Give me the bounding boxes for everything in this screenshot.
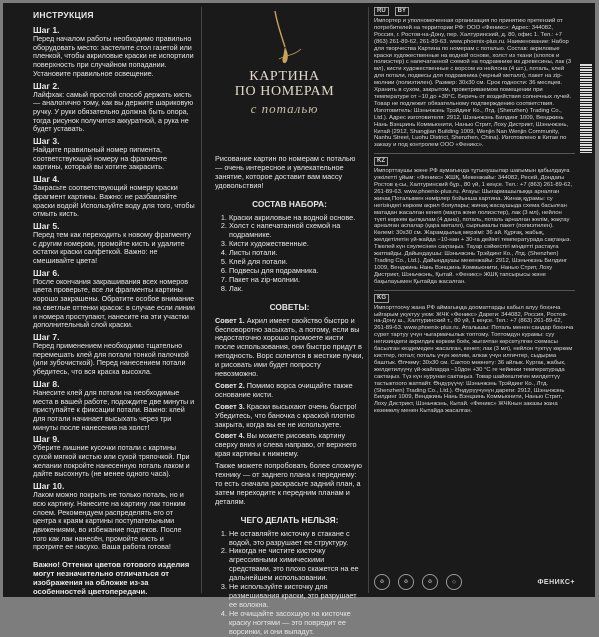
step-title: Шаг 8. (33, 378, 60, 389)
legal-body (374, 7, 575, 417)
kit-item: 2. Холст с напечатанной схемой на подрамнике. (229, 222, 364, 240)
instructions-heading: ИНСТРУКЦИЯ (33, 10, 94, 20)
recycle-icon: ♻ (422, 574, 438, 590)
warning-note: Важно! Оттенки цветов готового изделия могут незначительно отличаться от изображения на обложке из-за особенностей цветопередачи. (33, 560, 190, 597)
middle-body (215, 155, 364, 637)
step-title: Шаг 3. (33, 136, 60, 147)
recycle-icon: ♻ (398, 574, 414, 590)
brand-title-line1: КАРТИНА (249, 69, 320, 84)
step-title: Шаг 10. (33, 481, 65, 492)
recycle-icon: ♻ (374, 574, 390, 590)
dont-item: 1. Не оставляйте кисточку в стакане с водой, это разрушает ее структуру. (229, 530, 364, 548)
instructions-column (3, 3, 201, 597)
brush-icon (265, 9, 305, 67)
step-title: Шаг 7. (33, 331, 60, 342)
brand-title-line2: ПО НОМЕРАМ (234, 84, 335, 99)
step-title: Шаг 9. (33, 434, 60, 445)
tips-list (215, 317, 364, 460)
kit-item: 1. Краски акриловые на водной основе. (229, 214, 364, 223)
step-text: Лайфхак: самый простой способ держать кисть — аналогично тому, как вы держите шариковую ручку. У руки обязательно должна быть опора, тогда рисунок получится аккуратной, а рука не будет уставать. (33, 89, 194, 134)
step-title: Шаг 6. (33, 267, 60, 278)
tip-text: Помимо ворса очищайте также основание кисти. (215, 380, 353, 399)
tip-text: Акрил имеет свойство быстро и бесповоротно засыхать, а потому, если вы недостаточно хорошо промоете кисти после использования, они быстро придут в негодность. Ворс склеится в жесткие пучки, и рисовать ими будет попросту невозможно. (215, 315, 364, 379)
legal-text-kg: Импорттоочу жана РФ аймагында дооматтарды кабыл алуу боюнча ыйгарым укуктуу уюм: ЖЧК «Феникс» Дареги: 344082, Россия, Ростов-на-Дону ш., Халтуринский т., 80 үй, 1 кеңсе. Тел.: +7 (863) 261-89-62, 261-89-63. www.phoenix-plus.ru. Аталышы: Поталь менен сандар боюнча сүрөт тартуу үчүн чыгармачылык топтому. Топтомдун курамы: суу негизиндеги акрилдик көркөм боёк, жыгачтан көрсөтүлгөн схемасы басылган кездемеден жасалган, кенеп; лак (3 мл), нейлон түктүү көркөм кисттер, потал; поталь үчүн желим, алкак үчүн илгичтер, сыдырма баштык. Өлчөмү: 30х30 см. Сактоо мөөнөтү: 36 айлык. Кургак, жабык, желдетилүүчү үй-жайларда −10дон +30 °C ге чейинки температурада сактаңыз. Түз күн нурунан сактаңыз. Товар шайкештигин милдеттүү тастыктоого жатпайт. Өндүрүүчү: Шэньчжэнь Трэйдинг Ко., Лтд. (Shenzhen) Trading Co., Ltd.). Өндүрүүчүнүн дареги: 2912, Шэньчжэнь Билдинг 1009, Венджинь Нань Вэнцзинь Коммьюнити, Нанью Стрит, Лоху Дистрикт, Шэньчжэнь, Кытай. «Феникс» ЖЧКнын заказы жана көзөмөлү менен Кытайда жасалган. (374, 304, 574, 415)
product-leaflet (3, 3, 595, 636)
step-text: Лаком можно покрыть не только поталь, но и всю картину. Нанесите на картину лак тонким слоем. Рекомендуем распределять его от центра к краям картины поступательными движениями, во избежание подтеков. После того как лак нанесён, промойте кисть и протрите ее насухо. Ваша работа готова! (33, 490, 186, 552)
phoenix-logo: ФЕНИКС+ (537, 578, 575, 586)
dont-list (215, 530, 364, 637)
barcode-icon (580, 63, 592, 153)
kz-tag-row (374, 157, 575, 166)
tips-extra: Также можете попробовать более сложную технику — от заднего плана к переднему: то есть сначала раскрасьте задний план, а затем переходите к передним планам и деталям. (215, 461, 363, 506)
ru-by-tags (374, 7, 575, 16)
eac-mark-icon: ◇ (446, 574, 462, 590)
tips-heading: СОВЕТЫ: (269, 301, 310, 312)
legal-text-kz: Импорттаушы және РФ аумағында тұтынушылар шағымын қабылдауға уәкілетті ұйым: «Феникс» ЖШҚ, Мекенжайы: 344082, Ресей, Дондағы Ростов қ-сы, Халтуринский бұр., 80 үй, 1 кеңсе. Тел.: +7 (863) 261-89-62, 261-89-63. www.phoenix-plus.ru. Атауы: Шығармашылыққа арналған жинақ Поталымен нөмірлер бойынша картина. Жинақ құрамы: су негізіндегі көркем акрил бояулары; жинақ жасаушыда схема басылған матадан жасалған кенеп (мақта және полиэстер), лак (3 мл), нейлон түкті көркем қылқалам (4 дана), поталь, поталь арналған желім, жақтау арналған аспалар (қара металл), сырғымалы пакет (полиэтилен). Көлемі: 30х30 см. Жарамдылық мерзімі: 36 ай. Құрғақ, жабық, желдетілетін үй-жайда −10-нан + 30-ға дейінгі температурада сақтаңыз. Тікелей күн сәулесінен сақтаңыз. Тауар сәйкестігі міндетті растауға жатпайды. Дайындаушы: Шэньчжэнь Трэйдинг Ко., Лтд. (Shenzhen) Trading Co., Ltd.). Дайындаушы мекенжайы: 2912, Шэньчжэнь Билдинг 1009, Венджинь Нань Вэнцзинь Коммьюнити, Нанью Стрит, Лоху Дистрикт, Шэньчжэнь, Қытай. «Феникс» ЖШҚ тапсырысы және бақылауымен Қытайда жасалған. (374, 168, 573, 285)
tip-title: Совет 2. (215, 380, 245, 390)
tip-title: Совет 1. (215, 315, 245, 325)
step-title: Шаг 5. (33, 220, 60, 231)
step-text: После окончания закрашивания всех номеров цвета проверьте, все ли фрагменты картины хорошо закрашены. Обратите особое внимание на светлые оттенки красок: в случае если линии и номера проступают, нанесите на эти участки дополнительный слой краски. (33, 276, 195, 330)
step-text: Уберите лишние кусочки потали с картины сухой мягкой кистью или сухой тряпочкой. При желании покройте нанесенную поталь лаком и дайте высохнуть (не менее одного часа). (33, 443, 190, 479)
dont-item: 3. Не используйте кисточку для размешивания краски, это разрушает ее волокна. (229, 583, 364, 610)
step-text: Перед тем как переходить к новому фрагменту с другим номером, промойте кисть и удалите остатки краски салфеткой. Важно: не смешивайте цвета! (33, 229, 191, 266)
instructions-steps (33, 23, 195, 596)
step-title: Шаг 1. (33, 25, 60, 35)
step-text: Закрасьте соответствующий номеру краски фрагмент картины. Важно: не разбавляйте краски водой! Используйте воду для того, чтобы отмыть кисть. (33, 183, 195, 219)
step-text: Нанесите клей для потали на необходимые места в вашей работе, подождите две минуты и приступайте к фиксации потали. Важно: клей для потали начинает высыхать через три минуты после нанесения на холст! (33, 387, 195, 432)
dont-heading: ЧЕГО ДЕЛАТЬ НЕЛЬЗЯ: (240, 514, 339, 525)
step-text: Перед применением необходимо тщательно перемешать клей для потали тонкой палочкой (или зубочисткой). Перед нанесением потали убедитесь, что вся краска высохла. (33, 340, 189, 377)
step-text: Найдите правильный номер пигмента, соответствующий номеру на фрагменте картины, который вы хотите закрасить. (33, 145, 168, 172)
brand-title-line3: с поталью (250, 101, 319, 116)
kit-item: 7. Пакет на zip-молнии. (229, 276, 364, 285)
tip-title: Совет 4. (215, 431, 245, 441)
step-text: Перед началом работы необходимо правильно оборудовать место: застелите стол газетой или пленкой, чтобы акриловые краски не испортили поверхность при случайном попадании. Установите правильное освещение. (33, 34, 194, 78)
tip-text: Вы можете рисовать картину сверху вниз и слева направо, от верхнего края картины к нижнему. (215, 431, 357, 459)
kg-tag-row (374, 294, 575, 303)
intro-text: Рисование картин по номерам с поталью — очень интересное и увлекательное занятие, которое доставит вам массу удовольствия! (215, 154, 356, 190)
legal-column (368, 3, 595, 597)
tip-item (215, 403, 364, 430)
kit-list (215, 214, 364, 294)
middle-column (201, 3, 368, 636)
brand-block (201, 9, 368, 117)
lang-tag-by: BY (395, 7, 409, 16)
lang-tag-kg: KG (374, 294, 389, 303)
kit-item: 4. Листы потали. (229, 249, 364, 258)
kit-item: 5. Клей для потали. (229, 258, 364, 267)
tip-item (215, 382, 364, 400)
kit-item: 6. Подвесы для подрамника. (229, 267, 364, 276)
kit-item: 8. Лак. (229, 285, 364, 294)
tip-text: Краски высыхают очень быстро! Убедитесь, что баночка с краской плотно закрыта, когда вы ее не используете. (215, 401, 357, 429)
tip-item (215, 317, 364, 379)
dont-item: 2. Никогда не чистите кисточку агрессивными химическими средствами, это плохо скажется на ее дальнейшем использовании. (229, 547, 364, 583)
step-title: Шаг 4. (33, 174, 60, 185)
kit-heading: СОСТАВ НАБОРА: (252, 198, 327, 209)
tip-title: Совет 3. (215, 401, 245, 411)
section-divider (374, 290, 575, 291)
dont-item: 4. Не очищайте засохшую на кисточке краску ногтями — это повредит ее ворсинки, и они выпадут. (229, 610, 364, 637)
section-divider (374, 153, 575, 154)
legal-footer (374, 571, 575, 593)
kit-item: 3. Кисти художественные. (229, 240, 364, 249)
legal-text-ru: Импортер и уполномоченная организация по принятию претензий от потребителей на территории РФ: ООО «Феникс»: Адрес: 344082, Россия, г. Ростов-на-Дону, пер. Халтуринский, д. 80, офис 1. Тел.: +7 (863) 261-89-62, 261-89-63. www.phoenix-plus.ru. Наименование: Набор для творчества Картина по номерам с поталью. Состав: акриловые краски художественные на водной основе, холст из ткани (хлопок и полиэстер) с напечатанной схемой на подрамнике из древесины, лак (3 мл), кисти художественные с ворсом из нейлона (4 шт.), поталь, клей для потали, подвесы для подрамника (черный металл), пакет на zip-молнии (полиэтилен). Размер: 30х30 см. Срок годности: 36 месяцев. Хранить в сухом, закрытом, проветриваемом помещении при температуре от −10 до +30°C. Беречь от воздействия солнечных лучей. Товар не подлежит обязательному подтверждению соответствия. Изготовитель: Шэньчжэнь Трэйдинг Ко., Лтд. (Shenzhen) Trading Co., Ltd.). Адрес изготовителя: 2912, Шэньчжэнь Билдинг 1009, Венджинь Нань Вэнцзинь Коммьюнити, Нанью Стрит, Лоху Дистрикт, Шэньчжэнь, Китай (2912, Shangjian Building 1009, Wenjin Nan Wenjin Community, Nanhu Street, Luohu District, Shenzhen, China). Изготовлено в Китае по заказу и под контролем ООО «Феникс». (374, 18, 572, 149)
lang-tag-ru: RU (374, 7, 389, 16)
tip-item (215, 432, 364, 459)
step-title: Шаг 2. (33, 80, 60, 91)
lang-tag-kz: KZ (374, 157, 388, 166)
